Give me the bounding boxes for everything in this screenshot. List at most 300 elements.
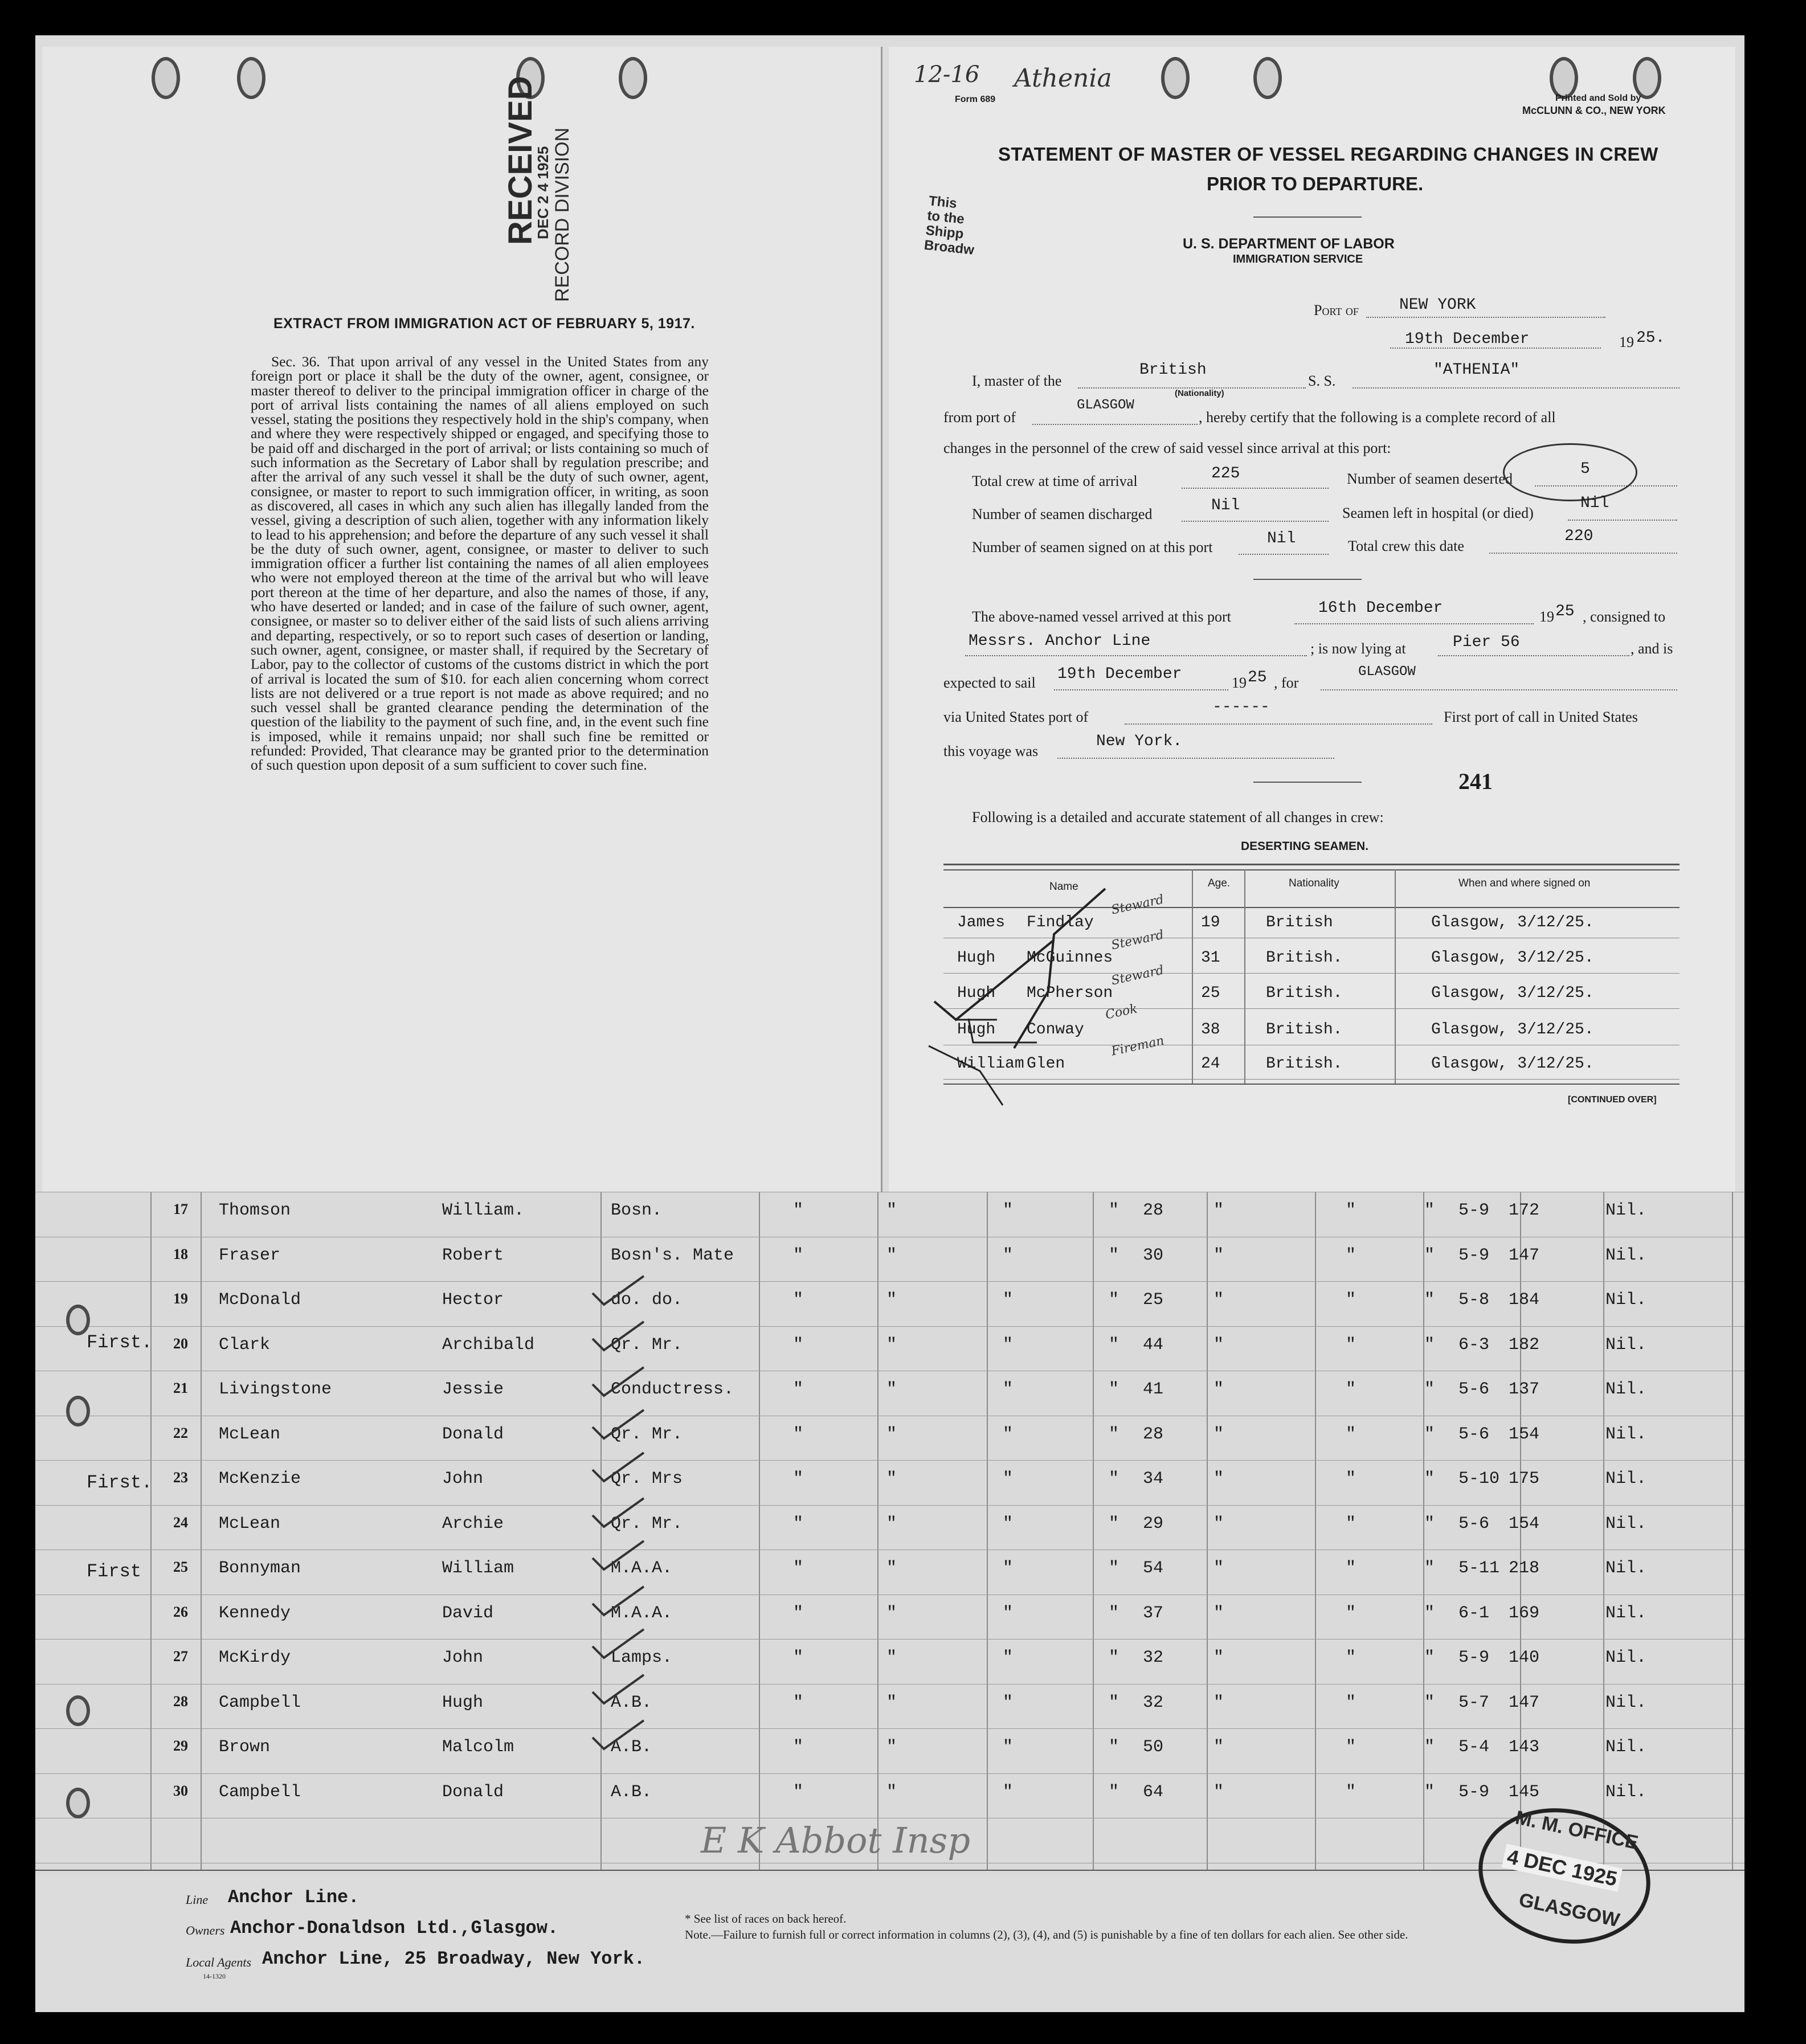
table-col-rule bbox=[1395, 869, 1396, 1084]
ditto-mark: " bbox=[1213, 1469, 1224, 1489]
from-port-label: from port of bbox=[943, 409, 1016, 426]
signed-on-value: Nil bbox=[1267, 530, 1296, 547]
ditto-mark: " bbox=[1109, 1290, 1119, 1310]
port-value: NEW YORK bbox=[1399, 296, 1476, 314]
signed-on-label: Number of seamen signed on at this port bbox=[972, 539, 1213, 555]
crew-row-rule bbox=[35, 1639, 1744, 1640]
deserter-last-name: McGuinnes bbox=[1027, 949, 1113, 967]
crew-weight: 147 bbox=[1509, 1245, 1540, 1265]
ditto-mark: " bbox=[1424, 1380, 1435, 1399]
ditto-mark: " bbox=[1346, 1335, 1356, 1355]
ditto-mark: " bbox=[886, 1245, 897, 1265]
ditto-mark: " bbox=[1346, 1201, 1356, 1220]
crew-given-name: William bbox=[442, 1559, 514, 1578]
deserter-first-name: William bbox=[957, 1055, 1024, 1073]
act-heading: EXTRACT FROM IMMIGRATION ACT OF FEBRUARY 5, 1917. bbox=[273, 316, 695, 332]
crew-height: 5-6 bbox=[1458, 1424, 1490, 1444]
deserter-rating: Steward bbox=[1110, 892, 1166, 918]
crew-column-rule bbox=[1603, 1192, 1604, 1870]
ship-name: "ATHENIA" bbox=[1433, 361, 1520, 379]
crew-surname: McKenzie bbox=[219, 1469, 301, 1489]
deserted-value: 5 bbox=[1580, 460, 1590, 478]
crew-surname: McLean bbox=[219, 1514, 281, 1534]
lying-at-value: Pier 56 bbox=[1453, 633, 1520, 651]
penalty-note: Note.—Failure to furnish full or correct information in columns (2), (3), (4), and (5) is punishable by a fine of ten dollars for each alien. See other side. bbox=[685, 1928, 1408, 1941]
ditto-mark: " bbox=[1346, 1469, 1356, 1489]
ditto-mark: " bbox=[886, 1290, 897, 1310]
deserter-signed-on: Glasgow, 3/12/25. bbox=[1431, 1055, 1594, 1073]
col-header-signed-on: When and where signed on bbox=[1458, 877, 1591, 889]
arrived-line bbox=[1294, 623, 1534, 624]
ditto-mark: " bbox=[1109, 1738, 1119, 1757]
crew-rating: Lamps. bbox=[611, 1648, 673, 1667]
from-port-value: GLASGOW bbox=[1077, 398, 1134, 413]
total-crew-date-value: 220 bbox=[1564, 528, 1593, 545]
crew-weight: 172 bbox=[1509, 1201, 1540, 1220]
check-mark bbox=[593, 1453, 644, 1481]
shipping-notice-line: Broadw bbox=[923, 237, 975, 258]
deserter-first-name: Hugh bbox=[957, 949, 996, 967]
ditto-mark: " bbox=[1003, 1469, 1014, 1489]
expected-label: expected to sail bbox=[943, 674, 1036, 691]
act-body: That upon arrival of any vessel in the United States from any foreign port or place it shall be the duty of the owner, agent, consignee, or master thereof to deliver to the principal immigration officer in charge of the port of arrival lists containing the names of all aliens employed on such vessel, stating the positions they respectively hold in the ship's company, when and where they were respectively shipped or engaged, and specifying those to be paid off and discharged in the port of arrival; or lists containing so much of such information as the Secretary of Labor shall by regulation prescribe; and after the arrival of any such vessel it shall be the duty of such owner, agent, consignee, or master to report to such immigration officer, in writing, as soon as discovered, all cases in which any such alien has illegally landed from the vessel, giving a description of such alien, together with any information likely to lead to his apprehension; and before the departure of any such vessel it shall be the duty of such owner, agent, consignee, or master to deliver to such immigration officer a further list containing the names of all alien employees who were not employed thereon at the time of the arrival but who will leave port thereon at the time of her departure, and also the names of those, if any, who have deserted or landed; and in case of the failure of such owner, agent, consignee, or master so to deliver either of the said lists of such aliens arriving and departing, respectively, or so to report such cases of desertion or landing, such owner, agent, consignee, or master shall, if required by the Secretary of Labor, pay to the collector of customs of the customs district in which the port of arrival is located the sum of $10. for each alien concerning whom correct lists are not delivered or a true report is not made as above required; and no such vessel shall be granted clearance pending the determination of the question of the liability to the payment of such fine, and, in the event such fine is imposed, while it remains unpaid; nor shall such fine be remitted or refunded: Provided, That clearance may be granted prior to the determination of such question upon deposit of a sum sufficient to cover such fine. bbox=[251, 353, 709, 774]
line-value: Anchor Line. bbox=[228, 1887, 359, 1908]
table-top-rule bbox=[943, 864, 1680, 865]
crew-status: Nil. bbox=[1605, 1380, 1647, 1399]
ditto-mark: " bbox=[1003, 1290, 1014, 1310]
ditto-mark: " bbox=[1424, 1201, 1435, 1220]
ditto-mark: " bbox=[1213, 1424, 1224, 1444]
line-label: Line bbox=[186, 1892, 209, 1907]
crew-number: 24 bbox=[173, 1514, 188, 1531]
deserter-last-name: Findlay bbox=[1027, 914, 1094, 931]
ditto-mark: " bbox=[793, 1290, 804, 1310]
certify-text: , hereby certify that the following is a complete record of all bbox=[1199, 409, 1556, 426]
crew-weight: 143 bbox=[1509, 1738, 1540, 1757]
ditto-mark: " bbox=[1346, 1782, 1356, 1802]
ditto-mark: " bbox=[1424, 1514, 1435, 1534]
crew-given-name: Hector bbox=[442, 1290, 504, 1310]
ditto-mark: " bbox=[1213, 1335, 1224, 1355]
deserter-nationality: British. bbox=[1266, 984, 1343, 1002]
check-mark bbox=[593, 1498, 644, 1527]
deserter-first-name: Hugh bbox=[957, 984, 996, 1002]
ditto-mark: " bbox=[793, 1245, 804, 1265]
ditto-mark: " bbox=[886, 1648, 897, 1667]
ditto-mark: " bbox=[1424, 1693, 1435, 1712]
check-mark bbox=[969, 1019, 1037, 1043]
crew-age: 32 bbox=[1143, 1693, 1164, 1712]
crew-rating: M.A.A. bbox=[611, 1559, 673, 1578]
ditto-mark: " bbox=[1424, 1782, 1435, 1802]
ditto-mark: " bbox=[1213, 1738, 1224, 1757]
ditto-mark: " bbox=[1346, 1380, 1356, 1399]
crew-status: Nil. bbox=[1605, 1559, 1647, 1578]
received-stamp-word: RECEIVED bbox=[502, 76, 539, 245]
lying-line bbox=[1438, 655, 1629, 656]
crew-column-rule bbox=[150, 1192, 152, 1870]
crew-status: Nil. bbox=[1605, 1469, 1647, 1489]
ditto-mark: " bbox=[793, 1648, 804, 1667]
crew-surname: Bonnyman bbox=[219, 1559, 301, 1578]
ditto-mark: " bbox=[1003, 1514, 1014, 1534]
ditto-mark: " bbox=[1109, 1693, 1119, 1712]
deserter-rating: Steward bbox=[1110, 927, 1166, 953]
punch-hole bbox=[619, 57, 647, 99]
ditto-mark: " bbox=[793, 1693, 804, 1712]
crew-column-rule bbox=[987, 1192, 988, 1870]
handwritten-ref: 12-16 bbox=[914, 62, 980, 88]
ditto-mark: " bbox=[1109, 1514, 1119, 1534]
ditto-mark: " bbox=[1346, 1738, 1356, 1757]
crew-status: Nil. bbox=[1605, 1693, 1647, 1712]
crew-age: 54 bbox=[1143, 1559, 1164, 1578]
via-line bbox=[1125, 723, 1432, 725]
arrived-year: 25 bbox=[1555, 603, 1575, 620]
crew-surname: Fraser bbox=[219, 1245, 281, 1265]
ditto-mark: " bbox=[886, 1514, 897, 1534]
crew-rating: M.A.A. bbox=[611, 1603, 673, 1623]
crew-column-rule bbox=[201, 1192, 202, 1870]
crew-weight: 154 bbox=[1509, 1424, 1540, 1444]
crew-rating: Conductress. bbox=[611, 1380, 734, 1399]
ditto-mark: " bbox=[793, 1469, 804, 1489]
crew-column-rule bbox=[877, 1192, 879, 1870]
ditto-mark: " bbox=[886, 1559, 897, 1578]
ditto-mark: " bbox=[886, 1380, 897, 1399]
arrived-year-prefix: 19 bbox=[1539, 608, 1554, 625]
crew-status: Nil. bbox=[1605, 1424, 1647, 1444]
deserter-signed-on: Glasgow, 3/12/25. bbox=[1431, 949, 1594, 967]
ditto-mark: " bbox=[1346, 1648, 1356, 1667]
deserter-rating: Fireman bbox=[1110, 1033, 1166, 1059]
check-mark bbox=[593, 1675, 644, 1703]
ditto-mark: " bbox=[1424, 1424, 1435, 1444]
shipping-notice-line: This bbox=[927, 193, 958, 212]
arrived-date: 16th December bbox=[1318, 599, 1443, 617]
crew-age: 50 bbox=[1143, 1738, 1164, 1757]
crew-rating: Bosn's. Mate bbox=[611, 1245, 734, 1265]
crew-number: 17 bbox=[173, 1201, 188, 1217]
crew-number: 18 bbox=[173, 1245, 188, 1262]
ditto-mark: " bbox=[1213, 1693, 1224, 1712]
ditto-mark: " bbox=[1213, 1201, 1224, 1220]
ditto-mark: " bbox=[1213, 1514, 1224, 1534]
record-division-stamp: RECORD DIVISION bbox=[551, 127, 573, 302]
voyage-label: this voyage was bbox=[943, 743, 1039, 759]
ditto-mark: " bbox=[1213, 1559, 1224, 1578]
received-stamp bbox=[467, 76, 706, 330]
from-port-line bbox=[1032, 424, 1198, 425]
ship-line bbox=[1353, 387, 1680, 389]
margin-note: First. bbox=[87, 1332, 153, 1353]
shipping-notice-line: Shipp bbox=[925, 222, 965, 242]
deserter-age: 19 bbox=[1201, 914, 1220, 931]
crew-height: 5-9 bbox=[1458, 1201, 1490, 1220]
ditto-mark: " bbox=[1424, 1738, 1435, 1757]
ditto-mark: " bbox=[1003, 1245, 1014, 1265]
punch-hole bbox=[66, 1788, 90, 1818]
ditto-mark: " bbox=[1003, 1603, 1014, 1623]
hospital-label: Seamen left in hospital (or died) bbox=[1342, 505, 1534, 521]
punch-hole bbox=[152, 57, 180, 99]
crew-number: 19 bbox=[173, 1290, 188, 1307]
crew-row-rule bbox=[35, 1773, 1744, 1774]
statement-date: 19th December bbox=[1405, 330, 1530, 348]
crew-surname: Campbell bbox=[219, 1782, 301, 1802]
shipping-notice-line: to the bbox=[926, 207, 966, 227]
ditto-mark: " bbox=[1109, 1380, 1119, 1399]
consignee-line bbox=[965, 655, 1307, 656]
ditto-mark: " bbox=[1346, 1559, 1356, 1578]
crew-rating: Qr. Mr. bbox=[611, 1335, 683, 1355]
ditto-mark: " bbox=[1003, 1738, 1014, 1757]
crew-height: 5-4 bbox=[1458, 1738, 1490, 1757]
sail-year-prefix: 19 bbox=[1232, 674, 1247, 691]
crew-age: 25 bbox=[1143, 1290, 1164, 1310]
arrived-label: The above-named vessel arrived at this port bbox=[972, 608, 1231, 625]
crew-height: 5-6 bbox=[1458, 1514, 1490, 1534]
crew-column-rule bbox=[1093, 1192, 1094, 1870]
crew-surname: Brown bbox=[219, 1738, 271, 1757]
crew-height: 5-9 bbox=[1458, 1648, 1490, 1667]
deserter-first-name: Hugh bbox=[957, 1021, 996, 1039]
crew-age: 34 bbox=[1143, 1469, 1164, 1489]
crew-surname: McDonald bbox=[219, 1290, 301, 1310]
crew-number: 26 bbox=[173, 1603, 188, 1620]
crew-weight: 140 bbox=[1509, 1648, 1540, 1667]
ditto-mark: " bbox=[886, 1335, 897, 1355]
check-mark bbox=[1014, 889, 1105, 1048]
crew-row-rule bbox=[35, 1728, 1744, 1729]
crew-weight: 175 bbox=[1509, 1469, 1540, 1489]
crew-number: 23 bbox=[173, 1469, 188, 1486]
year-suffix: 25. bbox=[1636, 329, 1665, 347]
races-note: * See list of races on back hereof. bbox=[685, 1912, 847, 1926]
ditto-mark: " bbox=[886, 1201, 897, 1220]
check-mark bbox=[593, 1410, 644, 1438]
for-label: , for bbox=[1274, 674, 1299, 691]
ditto-mark: " bbox=[1213, 1648, 1224, 1667]
crew-weight: 182 bbox=[1509, 1335, 1540, 1355]
crew-weight: 147 bbox=[1509, 1693, 1540, 1712]
deserting-heading: DESERTING SEAMEN. bbox=[1241, 840, 1369, 853]
ditto-mark: " bbox=[1109, 1201, 1119, 1220]
act-section-label: Sec. 36. bbox=[271, 353, 320, 370]
ditto-mark: " bbox=[793, 1559, 804, 1578]
ditto-mark: " bbox=[1424, 1469, 1435, 1489]
via-label: via United States port of bbox=[943, 709, 1089, 725]
crew-number: 29 bbox=[173, 1738, 188, 1754]
deserted-circle-mark bbox=[1503, 443, 1637, 501]
check-mark bbox=[593, 1629, 644, 1658]
col-header-age: Age. bbox=[1208, 877, 1231, 889]
crew-rating: Qr. Mr. bbox=[611, 1424, 683, 1444]
ditto-mark: " bbox=[1424, 1603, 1435, 1623]
deserter-signed-on: Glasgow, 3/12/25. bbox=[1431, 984, 1594, 1002]
crew-weight: 218 bbox=[1509, 1559, 1540, 1578]
ditto-mark: " bbox=[1003, 1201, 1014, 1220]
ditto-mark: " bbox=[793, 1201, 804, 1220]
crew-height: 6-3 bbox=[1458, 1335, 1490, 1355]
crew-surname: Clark bbox=[219, 1335, 271, 1355]
crew-height: 5-9 bbox=[1458, 1782, 1490, 1802]
deserter-last-name: Conway bbox=[1027, 1021, 1084, 1039]
deserter-age: 31 bbox=[1201, 949, 1220, 967]
signed-on-line bbox=[1239, 554, 1329, 555]
crew-rating: Bosn. bbox=[611, 1201, 663, 1220]
year-prefix: 19 bbox=[1619, 334, 1634, 350]
crew-column-rule bbox=[1732, 1192, 1733, 1870]
crew-row-rule bbox=[35, 1684, 1744, 1685]
voyage-rule bbox=[1253, 782, 1362, 783]
nationality-value: British bbox=[1139, 361, 1207, 379]
crew-given-name: Donald bbox=[442, 1782, 504, 1802]
ditto-mark: " bbox=[1109, 1648, 1119, 1667]
ditto-mark: " bbox=[1424, 1290, 1435, 1310]
ditto-mark: " bbox=[1424, 1559, 1435, 1578]
crew-given-name: William. bbox=[442, 1201, 525, 1220]
ditto-mark: " bbox=[1213, 1245, 1224, 1265]
check-mark bbox=[593, 1322, 644, 1350]
ditto-mark: " bbox=[886, 1782, 897, 1802]
crew-height: 5-11 bbox=[1458, 1559, 1500, 1578]
crew-column-rule bbox=[1207, 1192, 1208, 1870]
sail-date-line bbox=[1054, 689, 1228, 690]
deserter-rating: Cook bbox=[1104, 1001, 1139, 1023]
crew-height: 5-9 bbox=[1458, 1245, 1490, 1265]
deserter-signed-on: Glasgow, 3/12/25. bbox=[1431, 1021, 1594, 1039]
crew-given-name: Hugh bbox=[442, 1693, 484, 1712]
crew-age: 41 bbox=[1143, 1380, 1164, 1399]
form-title-line-2: PRIOR TO DEPARTURE. bbox=[1207, 173, 1424, 194]
crew-row-rule bbox=[35, 1326, 1744, 1327]
ditto-mark: " bbox=[793, 1514, 804, 1534]
crew-rating: Qr. Mr. bbox=[611, 1514, 683, 1534]
ditto-mark: " bbox=[1213, 1782, 1224, 1802]
total-crew-arrival-label: Total crew at time of arrival bbox=[972, 473, 1138, 489]
crew-weight: 145 bbox=[1509, 1782, 1540, 1802]
ditto-mark: " bbox=[1346, 1290, 1356, 1310]
crew-age: 28 bbox=[1143, 1201, 1164, 1220]
crew-weight: 184 bbox=[1509, 1290, 1540, 1310]
crew-rating: Qr. Mrs bbox=[611, 1469, 683, 1489]
ditto-mark: " bbox=[1424, 1335, 1435, 1355]
master-label: I, master of the bbox=[972, 373, 1062, 389]
punch-hole bbox=[237, 57, 265, 99]
crew-given-name: Archie bbox=[442, 1514, 504, 1534]
agents-label: Local Agents bbox=[186, 1955, 252, 1969]
changes-text: changes in the personnel of the crew of said vessel since arrival at this port: bbox=[943, 440, 1391, 456]
port-label: Port of bbox=[1314, 302, 1359, 318]
crew-weight: 137 bbox=[1509, 1380, 1540, 1399]
crew-status: Nil. bbox=[1605, 1782, 1647, 1802]
hospital-line bbox=[1568, 520, 1677, 521]
ditto-mark: " bbox=[1424, 1245, 1435, 1265]
deserter-nationality: British bbox=[1266, 914, 1333, 931]
crew-surname: McLean bbox=[219, 1424, 281, 1444]
ditto-mark: " bbox=[1213, 1380, 1224, 1399]
crew-given-name: Robert bbox=[442, 1245, 504, 1265]
crew-row-rule bbox=[35, 1281, 1744, 1282]
first-port-value: New York. bbox=[1096, 733, 1183, 750]
ditto-mark: " bbox=[1213, 1290, 1224, 1310]
deserter-first-name: James bbox=[957, 914, 1006, 931]
check-mark bbox=[593, 1276, 644, 1305]
check-mark bbox=[593, 1720, 644, 1749]
check-mark bbox=[593, 1541, 644, 1569]
inspector-signature: E K Abbot Insp bbox=[701, 1820, 971, 1861]
crew-column-rule bbox=[1315, 1192, 1316, 1870]
ditto-mark: " bbox=[1109, 1424, 1119, 1444]
crew-weight: 169 bbox=[1509, 1603, 1540, 1623]
punch-hole bbox=[1161, 57, 1190, 99]
check-mark bbox=[593, 1587, 644, 1615]
deserter-nationality: British. bbox=[1266, 1055, 1343, 1073]
ditto-mark: " bbox=[793, 1380, 804, 1399]
ss-label: S. S. bbox=[1308, 373, 1336, 389]
crew-height: 5-8 bbox=[1458, 1290, 1490, 1310]
counts-rule bbox=[1253, 579, 1362, 580]
nationality-caption: (Nationality) bbox=[1175, 389, 1224, 398]
crew-row-rule bbox=[35, 1505, 1744, 1506]
discharged-value: Nil bbox=[1211, 497, 1240, 514]
detail-text: Following is a detailed and accurate statement of all changes in crew: bbox=[972, 809, 1384, 825]
destination-line bbox=[1321, 689, 1677, 690]
table-top-rule bbox=[943, 869, 1680, 870]
ditto-mark: " bbox=[793, 1738, 804, 1757]
crew-surname: Campbell bbox=[219, 1693, 301, 1712]
crew-status: Nil. bbox=[1605, 1335, 1647, 1355]
form-number: Form 689 bbox=[955, 95, 996, 104]
ditto-mark: " bbox=[1003, 1782, 1014, 1802]
crew-rating: A.B. bbox=[611, 1738, 652, 1757]
owners-label: Owners bbox=[186, 1923, 225, 1937]
form-title-line-1: STATEMENT OF MASTER OF VESSEL REGARDING CHANGES IN CREW bbox=[998, 144, 1658, 165]
handwritten-ship-name: Athenia bbox=[1014, 64, 1112, 93]
ditto-mark: " bbox=[793, 1335, 804, 1355]
crew-column-rule bbox=[759, 1192, 760, 1870]
ditto-mark: " bbox=[1346, 1693, 1356, 1712]
deserter-last-name: McPherson bbox=[1027, 984, 1113, 1002]
consignee-value: Messrs. Anchor Line bbox=[969, 632, 1151, 650]
ditto-mark: " bbox=[886, 1603, 897, 1623]
crew-surname: McKirdy bbox=[219, 1648, 291, 1667]
crew-age: 29 bbox=[1143, 1514, 1164, 1534]
crew-given-name: John bbox=[442, 1469, 484, 1489]
title-rule bbox=[1253, 216, 1362, 218]
crew-height: 5-7 bbox=[1458, 1693, 1490, 1712]
crew-weight: 154 bbox=[1509, 1514, 1540, 1534]
ditto-mark: " bbox=[886, 1738, 897, 1757]
punch-hole bbox=[66, 1695, 90, 1726]
port-line bbox=[1366, 317, 1605, 318]
margin-note: First. bbox=[87, 1472, 153, 1493]
first-port-line bbox=[1057, 758, 1334, 759]
mm-office-city: GLASGOW bbox=[1517, 1888, 1622, 1932]
mm-office-name: M. M. OFFICE bbox=[1513, 1806, 1640, 1854]
ditto-mark: " bbox=[1109, 1335, 1119, 1355]
ditto-mark: " bbox=[886, 1469, 897, 1489]
ditto-mark: " bbox=[793, 1782, 804, 1802]
destination-value: GLASGOW bbox=[1358, 664, 1416, 680]
ditto-mark: " bbox=[1003, 1648, 1014, 1667]
crew-given-name: Archibald bbox=[442, 1335, 535, 1355]
ditto-mark: " bbox=[1213, 1603, 1224, 1623]
hospital-value: Nil bbox=[1580, 494, 1609, 512]
department-name: U. S. DEPARTMENT OF LABOR bbox=[1183, 236, 1395, 252]
punch-hole bbox=[1253, 57, 1282, 99]
